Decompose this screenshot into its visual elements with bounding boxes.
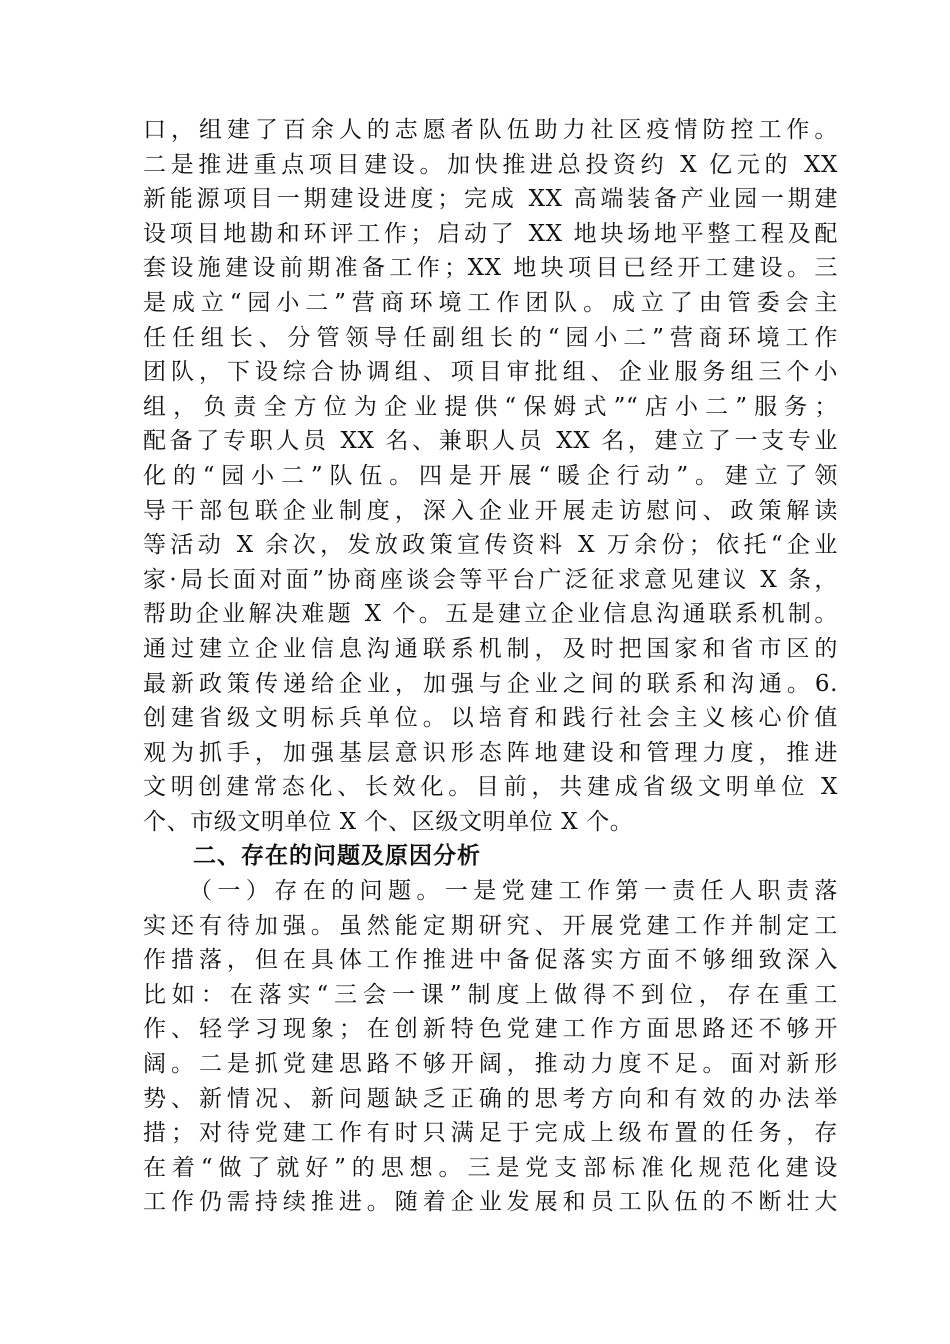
text-line: 导干部包联企业制度，深入企业开展走访慰问、政策解读 (143, 497, 838, 524)
text-line: （一）存在的问题。一是党建工作第一责任人职责落 (189, 878, 838, 905)
text-line: 势、新情况、新问题缺乏正确的思考方向和有效的办法举 (143, 1085, 838, 1112)
text-line: 文明创建常态化、长效化。目前，共建成省级文明单位 X (143, 774, 838, 801)
text-line: 作、轻学习现象；在创新特色党建工作方面思路还不够开 (143, 1016, 838, 1043)
text-line: 是成立“园小二”营商环境工作团队。成立了由管委会主 (143, 289, 838, 316)
text-line: 实还有待加强。虽然能定期研究、开展党建工作并制定工 (143, 912, 838, 939)
body-text (143, 113, 838, 1220)
text-line: 任任组长、分管领导任副组长的“园小二”营商环境工作 (143, 324, 838, 351)
text-line: 二是推进重点项目建设。加快推进总投资约 X 亿元的 XX (143, 151, 838, 178)
text-line: 在着“做了就好”的思想。三是党支部标准化规范化建设 (143, 1154, 838, 1181)
text-line: 帮助企业解决难题 X 个。五是建立企业信息沟通联系机制。 (143, 601, 838, 628)
text-line: 措；对待党建工作有时只满足于完成上级布置的任务，存 (143, 1120, 838, 1147)
text-line: 口，组建了百余人的志愿者队伍助力社区疫情防控工作。 (143, 117, 838, 143)
text-line: 团队，下设综合协调组、项目审批组、企业服务组三个小 (143, 359, 838, 386)
text-line: 组，负责全方位为企业提供“保姆式”“店小二”服务； (143, 393, 838, 420)
text-line: 观为抓手，加强基层意识形态阵地建设和管理力度，推进 (143, 739, 838, 766)
text-line: 配备了专职人员 XX 名、兼职人员 XX 名，建立了一支专业 (143, 428, 838, 455)
text-line: 等活动 X 余次，发放政策宣传资料 X 万余份；依托“企业 (143, 532, 838, 559)
text-line: 化的“园小二”队伍。四是开展“暖企行动”。建立了领 (143, 462, 838, 489)
text-line: 通过建立企业信息沟通联系机制，及时把国家和省市区的 (143, 635, 838, 662)
section-heading: 二、存在的问题及原因分析 (193, 843, 481, 870)
text-line: 家·局长面对面”协商座谈会等平台广泛征求意见建议 X 条， (143, 566, 838, 593)
text-line: 比如：在落实“三会一课”制度上做得不到位，存在重工 (143, 981, 838, 1008)
text-line: 阔。二是抓党建思路不够开阔，推动力度不足。面对新形 (143, 1051, 838, 1078)
text-line: 设项目地勘和环评工作；启动了 XX 地块场地平整工程及配 (143, 220, 838, 247)
text-line: 工作仍需持续推进。随着企业发展和员工队伍的不断壮大 (143, 1189, 838, 1216)
text-line: 新能源项目一期建设进度；完成 XX 高端装备产业园一期建 (143, 186, 838, 213)
text-line: 最新政策传递给企业，加强与企业之间的联系和沟通。6. (143, 670, 838, 697)
text-line: 个、市级文明单位 X 个、区级文明单位 X 个。 (143, 808, 634, 835)
text-line: 创建省级文明标兵单位。以培育和践行社会主义核心价值 (143, 705, 838, 732)
text-line: 作措落，但在具体工作推进中备促落实方面不够细致深入 (143, 947, 838, 974)
text-line: 套设施建设前期准备工作；XX 地块项目已经开工建设。三 (143, 255, 838, 282)
